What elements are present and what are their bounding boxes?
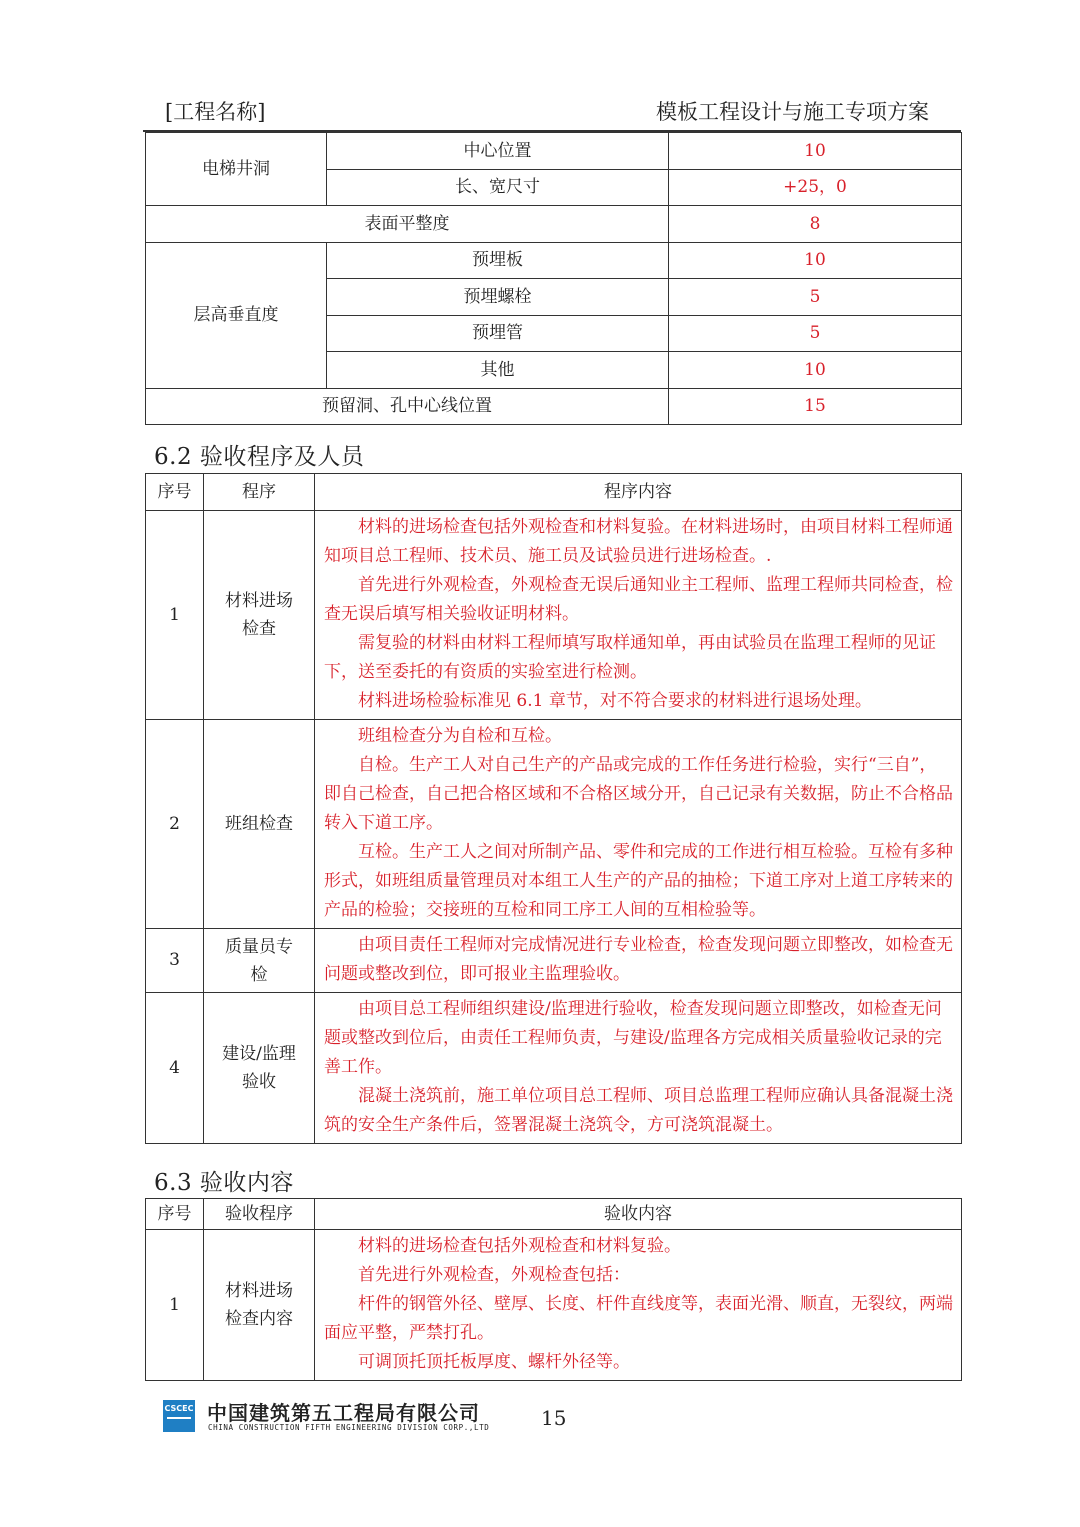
- hole-label: 预留洞、孔中心线位置: [146, 388, 669, 425]
- content-paragraph: 可调顶托顶托板厚度、螺杆外径等。: [358, 1352, 630, 1372]
- row-number: 2: [146, 720, 204, 929]
- content-paragraph: 材料进场检验标准见 6.1 章节，对不符合要求的材料进行退场处理。: [358, 691, 872, 711]
- tolerance-item: 预埋螺栓: [327, 279, 669, 316]
- page-header: [143, 94, 961, 132]
- content-paragraph: 班组检查分为自检和互检。: [358, 726, 562, 746]
- row-content: [315, 929, 962, 993]
- inspection-content-table: [145, 1198, 962, 1381]
- tolerance-item: 预埋板: [327, 242, 669, 279]
- row-number: 3: [146, 929, 204, 993]
- content-paragraph: 首先进行外观检查，外观检查包括：: [358, 1265, 630, 1285]
- company-logo-icon: [163, 1400, 195, 1432]
- row-procedure: [204, 511, 315, 720]
- row-number: 1: [146, 1230, 204, 1381]
- hole-value: 15: [669, 388, 962, 425]
- tolerance-value: +25，0: [669, 169, 962, 206]
- row-content: [315, 1230, 962, 1381]
- content-paragraph: 材料的进场检查包括外观检查和材料复验。: [358, 1236, 681, 1256]
- tolerance-table: [145, 132, 962, 425]
- row-procedure: 班组检查: [204, 720, 315, 929]
- row-procedure-text: 材料进场检查: [225, 591, 293, 639]
- tolerance-item: 预埋管: [327, 315, 669, 352]
- document-title: 模板工程设计与施工专项方案: [656, 100, 929, 124]
- content-paragraph: 由项目总工程师组织建设/监理进行验收，检查发现问题立即整改，如检查无问题或整改到位后，由责任工程师负责，与建设/监理各方完成相关质量验收记录的完善工作。: [324, 999, 942, 1077]
- logo-bar: [167, 1417, 191, 1419]
- table-row: [146, 720, 962, 929]
- header-content: 程序内容: [315, 474, 962, 511]
- content-paragraph: 需复验的材料由材料工程师填写取样通知单，再由试验员在监理工程师的见证下，送至委托的有资质的实验室进行检测。: [324, 633, 936, 682]
- tolerance-value: 10: [669, 133, 962, 170]
- content-paragraph: 首先进行外观检查，外观检查无误后通知业主工程师、监理工程师共同检查，检查无误后填写相关验收证明材料。: [324, 575, 953, 624]
- tolerance-value: 5: [669, 315, 962, 352]
- header-no: 序号: [146, 1199, 204, 1230]
- content-paragraph: 杆件的钢管外径、壁厚、长度、杆件直线度等，表面光滑、顺直，无裂纹，两端面应平整，严禁打孔。: [324, 1294, 953, 1343]
- company-name-en: CHINA CONSTRUCTION FIFTH ENGINEERING DIVISION CORP.,LTD: [208, 1423, 490, 1432]
- row-procedure: [204, 1230, 315, 1381]
- tolerance-value: 10: [669, 242, 962, 279]
- content-paragraph: 由项目责任工程师对完成情况进行专业检查，检查发现问题立即整改，如检查无问题或整改到位，即可报业主监理验收。: [324, 935, 953, 984]
- row-content: [315, 993, 962, 1144]
- content-paragraph: 互检。生产工人之间对所制产品、零件和完成的工作进行相互检验。互检有多种形式，如班组质量管理员对本组工人生产的产品的抽检；下道工序对上道工序转来的产品的检验；交接班的互检和同工序工人间的互相检验等。: [324, 842, 953, 920]
- row-procedure: [204, 929, 315, 993]
- table-row: [146, 1230, 962, 1381]
- table-row: [146, 511, 962, 720]
- row-procedure-text: 质量员专检: [225, 936, 293, 985]
- logo-text: CSCEC: [164, 1404, 194, 1413]
- row-procedure: [204, 993, 315, 1144]
- company-name: 中国建筑第五工程局有限公司: [207, 1401, 480, 1425]
- content-paragraph: 材料的进场检查包括外观检查和材料复验。在材料进场时，由项目材料工程师通知项目总工程师、技术员、施工员及试验员进行进场检查。.: [324, 517, 953, 566]
- header-procedure: 验收程序: [204, 1199, 315, 1230]
- tolerance-value: 5: [669, 279, 962, 316]
- row-procedure-text: 材料进场检查内容: [225, 1281, 293, 1329]
- flatness-label: 表面平整度: [146, 206, 669, 243]
- page-number: 15: [541, 1406, 567, 1430]
- tolerance-item: 中心位置: [327, 133, 669, 170]
- row-number: 1: [146, 511, 204, 720]
- elevator-label: 电梯井洞: [146, 133, 327, 206]
- story-label: 层高垂直度: [146, 242, 327, 388]
- section-title-6-2: 6.2 验收程序及人员: [154, 444, 365, 470]
- table-row: [146, 993, 962, 1144]
- header-no: 序号: [146, 474, 204, 511]
- tolerance-item: 其他: [327, 352, 669, 389]
- section-title-6-3: 6.3 验收内容: [154, 1170, 294, 1196]
- content-paragraph: 自检。生产工人对自己生产的产品或完成的工作任务进行检验，实行“三自”，即自己检查，自己把合格区域和不合格区域分开，自己记录有关数据，防止不合格品转入下道工序。: [324, 755, 953, 833]
- header-content: 验收内容: [315, 1199, 962, 1230]
- content-paragraph: 混凝土浇筑前，施工单位项目总工程师、项目总监理工程师应确认具备混凝土浇筑的安全生产条件后，签署混凝土浇筑令，方可浇筑混凝土。: [324, 1086, 953, 1135]
- procedure-table: [145, 473, 962, 1144]
- row-procedure-text: 建设/监理验收: [222, 1044, 296, 1092]
- flatness-value: 8: [669, 206, 962, 243]
- row-content: [315, 511, 962, 720]
- row-number: 4: [146, 993, 204, 1144]
- tolerance-item: 长、宽尺寸: [327, 169, 669, 206]
- table-row: [146, 929, 962, 993]
- project-name: [工程名称]: [165, 100, 266, 124]
- row-content: [315, 720, 962, 929]
- header-procedure: 程序: [204, 474, 315, 511]
- tolerance-value: 10: [669, 352, 962, 389]
